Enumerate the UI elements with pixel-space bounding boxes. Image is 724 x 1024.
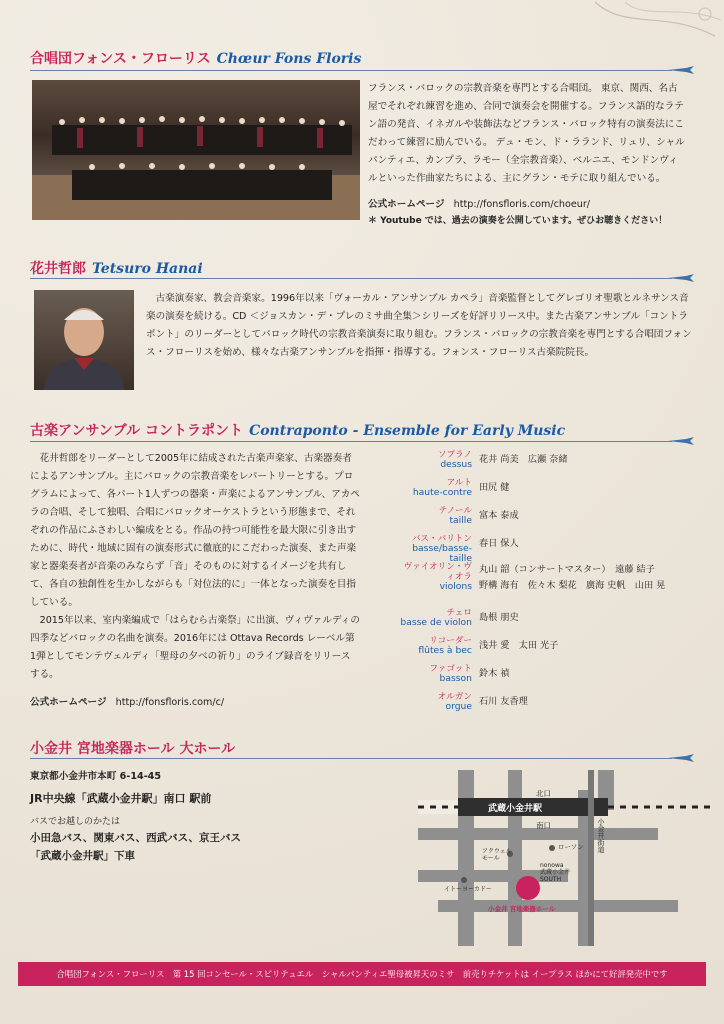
choir-description: フランス・バロックの宗教音楽を専門とする合唱団。 東京、関西、名古屋でそれぞれ練習を進め、合同で演奏会を開催する。フランス語的なラテン語の発音、イネガルや装飾法などフランス・バロック特有の演奏法にこだわって練習に励んでいる。 デュ・モン、ド・ラランド、リュリ、シャルパンティエ、カンプラ、ラモー（全宗教音楽）、ベルニエ、モンドンヴィルといった作曲家たちによる、主にグラン・モテに取り組んでいる。 <box>368 83 685 184</box>
map-north-exit: 北口 <box>536 789 551 798</box>
youtube-note: ＊ Youtube では、過去の演奏を公開しています。ぜひお聴きください！ <box>368 216 668 226</box>
role-recorder: リコーダー flûtes à bec <box>418 636 472 656</box>
ensemble-title-ja: 古楽アンサンブル コントラポント <box>30 423 244 439</box>
access-map <box>418 770 714 946</box>
role-organ: オルガン orgue <box>437 692 472 712</box>
names-violins-2: 野構 海有 佐々木 梨花 廣海 史帆 山田 晃 <box>479 580 666 591</box>
choir-rule <box>30 70 672 71</box>
ensemble-description: 花井哲郎をリーダーとして2005年に結成された古楽声楽家、古楽器奏者によるアンサンブル。主にバロックの宗教音楽をレパートリーとする。プログラムによって、各パート1人ずつの器楽・声楽によるアンサンブル、アカペラの合唱、そして独唱、合唱にバロックオーケストラという形態まで、それぞれの作品にふさわしい編成をとる。作品の持つ可能性を最大限に引き出すために、時代・地域に固有の演奏形式に徹底的にこだわった演奏、また声楽家と器楽奏者が音楽のみならず「音」そのものに対するイメージを共有して、各自の独創性を生かしながらも「対位法的に」一体となった演奏を目指している。 <box>30 453 360 608</box>
names-alto: 田尻 健 <box>479 482 510 493</box>
choir-title-en: Chœur Fons Floris <box>216 51 362 67</box>
names-bass: 春日 保人 <box>479 538 519 549</box>
role-bass: バス・バリトン basse/basse-taille <box>411 534 472 564</box>
names-soprano: 花井 尚美 広瀬 奈緒 <box>479 454 568 465</box>
map-station-name: 武蔵小金井駅 <box>488 804 543 814</box>
conductor-title-ja: 花井哲郎 <box>30 261 86 277</box>
bus-lines: 小田急バス、関東バス、西武バス、京王バス <box>30 832 241 844</box>
choir-title-ja: 合唱団フォンス・フローリス <box>30 51 211 67</box>
names-tenor: 富本 泰成 <box>479 510 519 521</box>
conductor-photo <box>34 290 134 390</box>
bus-note: バスでお越しのかたは <box>30 817 121 827</box>
choir-photo <box>32 80 360 220</box>
names-organ: 石川 友香理 <box>479 696 528 707</box>
ensemble-title <box>30 420 565 440</box>
quill-icon <box>668 66 694 74</box>
ensemble-title-en: Contraponto - Ensemble for Early Music <box>249 423 566 439</box>
ornament-corner-icon <box>585 0 724 40</box>
ensemble-hp-link[interactable]: http://fonsfloris.com/c/ <box>115 697 225 708</box>
quill-icon <box>668 274 694 282</box>
ensemble-rule <box>30 441 672 442</box>
ensemble-hp-label: 公式ホームページ <box>30 697 107 708</box>
map-south-exit: 南口 <box>536 821 551 830</box>
venue-access: JR中央線「武蔵小金井駅」南口 駅前 <box>30 792 212 805</box>
ensemble-history: 2015年以来、室内楽編成で「はらむら古楽祭」に出演、ヴィヴァルディの四季などバロックの名曲を演奏。2016年には Ottava Records レーベル第1弾としてモンテヴェルディ「聖母の夕べの祈り」のライブ録音をリリースする。 <box>30 615 360 680</box>
venue-address: 東京都小金井市本町 6-14-45 <box>30 771 162 782</box>
map-acuele: アクウェル モール <box>482 848 512 862</box>
conductor-title <box>30 258 203 278</box>
choir-title <box>30 48 361 68</box>
map-graphic <box>418 770 714 946</box>
bus-stop: 「武蔵小金井駅」下車 <box>30 850 135 862</box>
conductor-rule <box>30 278 672 279</box>
role-bassoon: ファゴット basson <box>429 664 472 684</box>
role-alto: アルト haute-contre <box>412 478 472 498</box>
role-tenor: テノール taille <box>438 506 472 526</box>
venue-title: 小金井 宮地楽器ホール 大ホール <box>30 741 236 757</box>
choir-hp-link[interactable]: http://fonsfloris.com/choeur/ <box>453 199 591 210</box>
map-nonowa: nonowa 武蔵小金井 SOUTH <box>540 862 571 883</box>
venue-rule <box>30 758 672 759</box>
quill-icon <box>668 437 694 445</box>
conductor-title-en: Tetsuro Hanai <box>92 261 203 277</box>
ensemble-homepage <box>30 694 360 712</box>
map-lawson: ローソン <box>558 843 584 851</box>
names-bassoon: 鈴木 禎 <box>479 668 510 679</box>
names-recorder: 浅井 愛 太田 光子 <box>479 640 559 651</box>
role-soprano: ソプラノ dessus <box>437 450 472 470</box>
choir-hp-label: 公式ホームページ <box>368 199 445 210</box>
map-itoyokado: イトーヨーカドー <box>444 886 492 893</box>
names-violins: 丸山 韶（コンサートマスター） 遠藤 結子 <box>479 564 655 575</box>
quill-icon <box>668 754 694 762</box>
role-violins: ヴァイオリン・ヴィオラ violons <box>403 562 472 592</box>
names-cello: 島根 朋史 <box>479 612 519 623</box>
map-hall-label: 小金井 宮地楽器ホール <box>488 905 556 913</box>
role-cello: チェロ basse de violon <box>400 608 472 628</box>
conductor-description: 古楽演奏家、教会音楽家。1996年以来「ヴォーカル・アンサンブル カペラ」音楽監督としてグレゴリオ聖歌とルネサンス音楽の演奏を続ける。CD ＜ジョスカン・デ・プレのミサ曲全集＞シリーズを好評リリース中。また古楽アンサンブル「コントラポント」のリーダーとしてバロック時代の宗教音楽演奏に取り組む。フランス・バロックの宗教音楽を専門とする合唱団フォンス・フローリスを始め、様々な古楽アンサンブルを指揮・指導する。フォンス・フローリス古楽院院長。 <box>146 293 692 358</box>
map-street-label: 小金井街道 <box>597 818 605 853</box>
footer-banner: 合唱団フォンス・フローリス 第 15 回コンセール・スピリテュエル シャルパンティエ聖母被昇天のミサ 前売りチケットは イープラス ほかにて好評発売中です <box>18 962 706 986</box>
